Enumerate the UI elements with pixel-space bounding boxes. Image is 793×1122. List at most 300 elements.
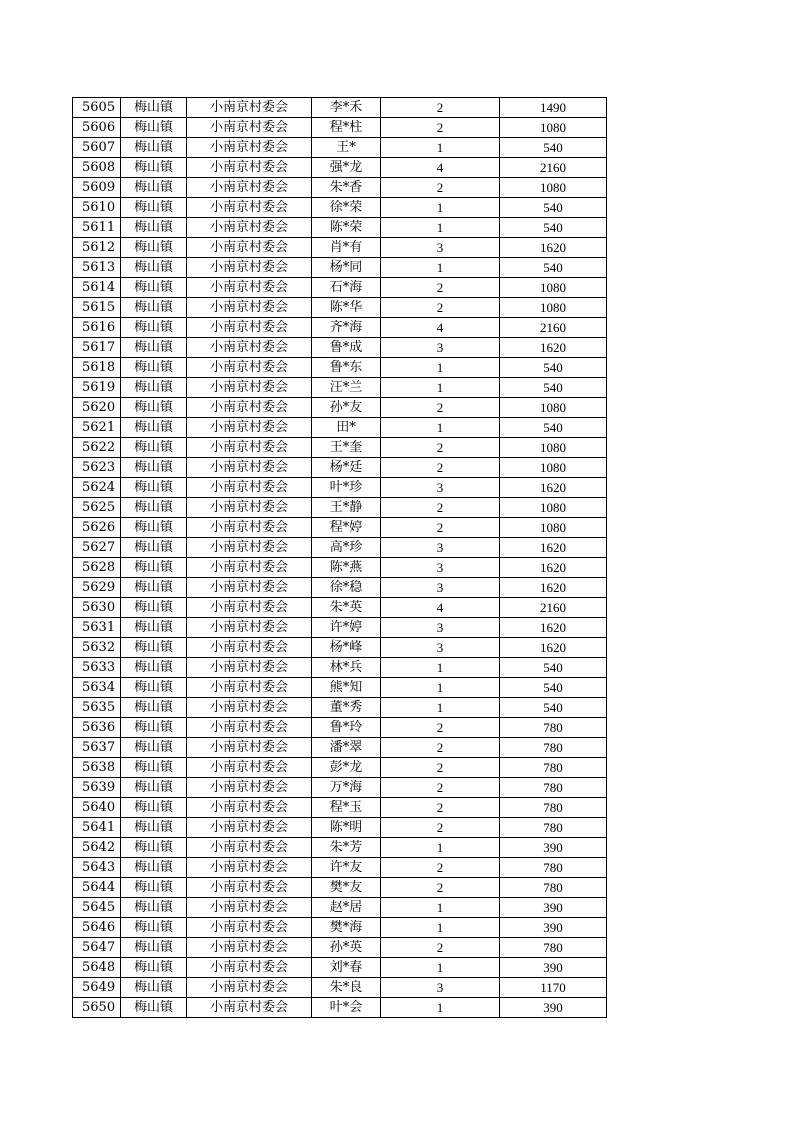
table-row [73, 338, 607, 358]
cell-town: 梅山镇 [121, 718, 187, 738]
table-row [73, 518, 607, 538]
cell-village-committee: 小南京村委会 [187, 758, 312, 778]
cell-town: 梅山镇 [121, 838, 187, 858]
cell-village-committee: 小南京村委会 [187, 738, 312, 758]
cell-serial-number: 5633 [73, 658, 121, 678]
cell-town: 梅山镇 [121, 458, 187, 478]
cell-household-count: 2 [381, 858, 500, 878]
table-row [73, 758, 607, 778]
cell-household-count: 3 [381, 558, 500, 578]
cell-name: 肖*有 [312, 238, 381, 258]
cell-name: 鲁*成 [312, 338, 381, 358]
cell-village-committee: 小南京村委会 [187, 998, 312, 1018]
cell-amount: 1080 [500, 438, 607, 458]
cell-village-committee: 小南京村委会 [187, 718, 312, 738]
cell-town: 梅山镇 [121, 958, 187, 978]
cell-name: 田* [312, 418, 381, 438]
cell-amount: 2160 [500, 318, 607, 338]
cell-household-count: 2 [381, 518, 500, 538]
table-row [73, 458, 607, 478]
cell-name: 赵*居 [312, 898, 381, 918]
cell-household-count: 1 [381, 678, 500, 698]
cell-amount: 1080 [500, 278, 607, 298]
cell-village-committee: 小南京村委会 [187, 478, 312, 498]
table-row [73, 238, 607, 258]
cell-village-committee: 小南京村委会 [187, 398, 312, 418]
cell-amount: 780 [500, 858, 607, 878]
table-row [73, 958, 607, 978]
cell-name: 杨*同 [312, 258, 381, 278]
cell-amount: 540 [500, 358, 607, 378]
cell-village-committee: 小南京村委会 [187, 618, 312, 638]
table-row [73, 138, 607, 158]
cell-serial-number: 5640 [73, 798, 121, 818]
cell-amount: 390 [500, 958, 607, 978]
cell-name: 鲁*东 [312, 358, 381, 378]
table-row [73, 98, 607, 118]
cell-serial-number: 5644 [73, 878, 121, 898]
cell-name: 强*龙 [312, 158, 381, 178]
table-row [73, 418, 607, 438]
cell-name: 万*海 [312, 778, 381, 798]
cell-household-count: 3 [381, 238, 500, 258]
table-row [73, 838, 607, 858]
cell-amount: 540 [500, 678, 607, 698]
cell-village-committee: 小南京村委会 [187, 138, 312, 158]
cell-town: 梅山镇 [121, 638, 187, 658]
cell-name: 朱*香 [312, 178, 381, 198]
cell-serial-number: 5647 [73, 938, 121, 958]
cell-name: 汪*兰 [312, 378, 381, 398]
cell-town: 梅山镇 [121, 998, 187, 1018]
cell-village-committee: 小南京村委会 [187, 858, 312, 878]
cell-town: 梅山镇 [121, 738, 187, 758]
cell-household-count: 2 [381, 398, 500, 418]
cell-serial-number: 5625 [73, 498, 121, 518]
cell-name: 陈*明 [312, 818, 381, 838]
cell-household-count: 2 [381, 778, 500, 798]
cell-village-committee: 小南京村委会 [187, 938, 312, 958]
cell-household-count: 2 [381, 798, 500, 818]
cell-name: 樊*海 [312, 918, 381, 938]
cell-household-count: 1 [381, 358, 500, 378]
cell-serial-number: 5609 [73, 178, 121, 198]
cell-serial-number: 5634 [73, 678, 121, 698]
cell-serial-number: 5610 [73, 198, 121, 218]
cell-amount: 540 [500, 138, 607, 158]
cell-town: 梅山镇 [121, 618, 187, 638]
cell-serial-number: 5642 [73, 838, 121, 858]
cell-name: 叶*会 [312, 998, 381, 1018]
cell-household-count: 1 [381, 218, 500, 238]
cell-serial-number: 5607 [73, 138, 121, 158]
cell-name: 朱*英 [312, 598, 381, 618]
table-row [73, 558, 607, 578]
cell-town: 梅山镇 [121, 278, 187, 298]
cell-town: 梅山镇 [121, 478, 187, 498]
cell-amount: 1080 [500, 518, 607, 538]
cell-village-committee: 小南京村委会 [187, 418, 312, 438]
cell-village-committee: 小南京村委会 [187, 818, 312, 838]
cell-amount: 1080 [500, 178, 607, 198]
cell-amount: 780 [500, 878, 607, 898]
cell-name: 王*奎 [312, 438, 381, 458]
cell-name: 程*婷 [312, 518, 381, 538]
cell-town: 梅山镇 [121, 418, 187, 438]
cell-serial-number: 5605 [73, 98, 121, 118]
cell-village-committee: 小南京村委会 [187, 658, 312, 678]
cell-name: 董*秀 [312, 698, 381, 718]
table-row [73, 218, 607, 238]
cell-serial-number: 5639 [73, 778, 121, 798]
cell-village-committee: 小南京村委会 [187, 638, 312, 658]
cell-name: 齐*海 [312, 318, 381, 338]
cell-name: 徐*荣 [312, 198, 381, 218]
cell-name: 王* [312, 138, 381, 158]
cell-amount: 1620 [500, 338, 607, 358]
cell-amount: 1490 [500, 98, 607, 118]
cell-name: 王*静 [312, 498, 381, 518]
cell-household-count: 1 [381, 418, 500, 438]
cell-amount: 1080 [500, 118, 607, 138]
cell-amount: 1620 [500, 578, 607, 598]
cell-name: 陈*燕 [312, 558, 381, 578]
cell-amount: 540 [500, 658, 607, 678]
cell-amount: 1080 [500, 398, 607, 418]
cell-name: 石*海 [312, 278, 381, 298]
cell-town: 梅山镇 [121, 158, 187, 178]
table-row [73, 438, 607, 458]
cell-household-count: 3 [381, 538, 500, 558]
cell-household-count: 2 [381, 118, 500, 138]
cell-amount: 540 [500, 378, 607, 398]
table-body [73, 98, 607, 1018]
cell-amount: 2160 [500, 158, 607, 178]
table-row [73, 778, 607, 798]
cell-amount: 1620 [500, 538, 607, 558]
cell-amount: 1080 [500, 458, 607, 478]
cell-amount: 390 [500, 998, 607, 1018]
cell-name: 潘*翠 [312, 738, 381, 758]
cell-household-count: 3 [381, 338, 500, 358]
table-row [73, 178, 607, 198]
cell-village-committee: 小南京村委会 [187, 98, 312, 118]
cell-serial-number: 5622 [73, 438, 121, 458]
cell-household-count: 2 [381, 178, 500, 198]
cell-town: 梅山镇 [121, 598, 187, 618]
table-row [73, 638, 607, 658]
cell-name: 樊*友 [312, 878, 381, 898]
table-row [73, 278, 607, 298]
cell-town: 梅山镇 [121, 858, 187, 878]
cell-amount: 390 [500, 918, 607, 938]
cell-household-count: 3 [381, 978, 500, 998]
cell-village-committee: 小南京村委会 [187, 678, 312, 698]
cell-town: 梅山镇 [121, 358, 187, 378]
cell-serial-number: 5637 [73, 738, 121, 758]
cell-amount: 780 [500, 718, 607, 738]
cell-amount: 540 [500, 418, 607, 438]
cell-town: 梅山镇 [121, 378, 187, 398]
cell-serial-number: 5645 [73, 898, 121, 918]
cell-household-count: 2 [381, 278, 500, 298]
cell-name: 高*珍 [312, 538, 381, 558]
cell-household-count: 2 [381, 938, 500, 958]
cell-name: 孙*友 [312, 398, 381, 418]
cell-town: 梅山镇 [121, 878, 187, 898]
table-row [73, 618, 607, 638]
cell-name: 徐*稳 [312, 578, 381, 598]
cell-household-count: 3 [381, 618, 500, 638]
table-row [73, 258, 607, 278]
cell-village-committee: 小南京村委会 [187, 438, 312, 458]
cell-serial-number: 5618 [73, 358, 121, 378]
cell-village-committee: 小南京村委会 [187, 358, 312, 378]
cell-amount: 540 [500, 698, 607, 718]
cell-village-committee: 小南京村委会 [187, 238, 312, 258]
cell-serial-number: 5620 [73, 398, 121, 418]
cell-household-count: 2 [381, 498, 500, 518]
cell-serial-number: 5631 [73, 618, 121, 638]
cell-town: 梅山镇 [121, 978, 187, 998]
table-row [73, 658, 607, 678]
cell-town: 梅山镇 [121, 938, 187, 958]
cell-village-committee: 小南京村委会 [187, 178, 312, 198]
cell-amount: 780 [500, 738, 607, 758]
cell-town: 梅山镇 [121, 118, 187, 138]
cell-amount: 390 [500, 898, 607, 918]
cell-household-count: 1 [381, 258, 500, 278]
cell-village-committee: 小南京村委会 [187, 258, 312, 278]
table-row [73, 938, 607, 958]
cell-household-count: 3 [381, 478, 500, 498]
cell-household-count: 1 [381, 918, 500, 938]
cell-town: 梅山镇 [121, 98, 187, 118]
cell-household-count: 1 [381, 698, 500, 718]
cell-village-committee: 小南京村委会 [187, 458, 312, 478]
table-row [73, 818, 607, 838]
cell-name: 朱*良 [312, 978, 381, 998]
cell-household-count: 4 [381, 158, 500, 178]
cell-village-committee: 小南京村委会 [187, 878, 312, 898]
table-row [73, 798, 607, 818]
cell-amount: 1080 [500, 298, 607, 318]
cell-town: 梅山镇 [121, 538, 187, 558]
cell-amount: 1620 [500, 238, 607, 258]
data-table [72, 97, 607, 1018]
cell-amount: 540 [500, 218, 607, 238]
cell-household-count: 2 [381, 758, 500, 778]
cell-village-committee: 小南京村委会 [187, 558, 312, 578]
cell-town: 梅山镇 [121, 318, 187, 338]
cell-household-count: 1 [381, 958, 500, 978]
cell-name: 许*友 [312, 858, 381, 878]
cell-serial-number: 5611 [73, 218, 121, 238]
cell-town: 梅山镇 [121, 658, 187, 678]
cell-amount: 2160 [500, 598, 607, 618]
cell-town: 梅山镇 [121, 898, 187, 918]
table-row [73, 598, 607, 618]
cell-amount: 540 [500, 258, 607, 278]
cell-village-committee: 小南京村委会 [187, 118, 312, 138]
cell-name: 程*柱 [312, 118, 381, 138]
cell-household-count: 3 [381, 638, 500, 658]
cell-name: 李*禾 [312, 98, 381, 118]
cell-amount: 390 [500, 838, 607, 858]
cell-household-count: 2 [381, 718, 500, 738]
table-row [73, 738, 607, 758]
cell-serial-number: 5616 [73, 318, 121, 338]
table-row [73, 298, 607, 318]
cell-village-committee: 小南京村委会 [187, 378, 312, 398]
cell-town: 梅山镇 [121, 798, 187, 818]
cell-household-count: 2 [381, 818, 500, 838]
cell-household-count: 2 [381, 98, 500, 118]
cell-serial-number: 5619 [73, 378, 121, 398]
cell-serial-number: 5628 [73, 558, 121, 578]
cell-name: 许*婷 [312, 618, 381, 638]
cell-town: 梅山镇 [121, 778, 187, 798]
cell-household-count: 2 [381, 458, 500, 478]
cell-town: 梅山镇 [121, 818, 187, 838]
cell-name: 熊*知 [312, 678, 381, 698]
cell-town: 梅山镇 [121, 678, 187, 698]
table-row [73, 398, 607, 418]
table-row [73, 158, 607, 178]
cell-village-committee: 小南京村委会 [187, 498, 312, 518]
table-row [73, 318, 607, 338]
cell-household-count: 4 [381, 598, 500, 618]
table-row [73, 698, 607, 718]
table-row [73, 538, 607, 558]
cell-name: 鲁*玲 [312, 718, 381, 738]
cell-household-count: 1 [381, 898, 500, 918]
cell-village-committee: 小南京村委会 [187, 198, 312, 218]
cell-household-count: 2 [381, 438, 500, 458]
cell-name: 朱*芳 [312, 838, 381, 858]
cell-serial-number: 5638 [73, 758, 121, 778]
cell-village-committee: 小南京村委会 [187, 338, 312, 358]
cell-town: 梅山镇 [121, 578, 187, 598]
table-row [73, 978, 607, 998]
cell-serial-number: 5630 [73, 598, 121, 618]
cell-household-count: 2 [381, 738, 500, 758]
table-row [73, 678, 607, 698]
cell-name: 陈*华 [312, 298, 381, 318]
cell-amount: 540 [500, 198, 607, 218]
table-row [73, 358, 607, 378]
cell-serial-number: 5650 [73, 998, 121, 1018]
cell-serial-number: 5649 [73, 978, 121, 998]
cell-serial-number: 5612 [73, 238, 121, 258]
cell-town: 梅山镇 [121, 518, 187, 538]
cell-serial-number: 5621 [73, 418, 121, 438]
cell-serial-number: 5613 [73, 258, 121, 278]
cell-amount: 780 [500, 758, 607, 778]
cell-serial-number: 5641 [73, 818, 121, 838]
cell-town: 梅山镇 [121, 198, 187, 218]
cell-town: 梅山镇 [121, 558, 187, 578]
cell-serial-number: 5632 [73, 638, 121, 658]
cell-village-committee: 小南京村委会 [187, 298, 312, 318]
cell-serial-number: 5629 [73, 578, 121, 598]
cell-household-count: 1 [381, 658, 500, 678]
cell-amount: 1620 [500, 558, 607, 578]
cell-town: 梅山镇 [121, 438, 187, 458]
cell-village-committee: 小南京村委会 [187, 578, 312, 598]
cell-household-count: 1 [381, 138, 500, 158]
cell-village-committee: 小南京村委会 [187, 698, 312, 718]
cell-name: 孙*英 [312, 938, 381, 958]
cell-town: 梅山镇 [121, 238, 187, 258]
cell-household-count: 1 [381, 378, 500, 398]
cell-household-count: 1 [381, 198, 500, 218]
cell-name: 程*玉 [312, 798, 381, 818]
cell-village-committee: 小南京村委会 [187, 538, 312, 558]
cell-amount: 1170 [500, 978, 607, 998]
table-row [73, 878, 607, 898]
cell-town: 梅山镇 [121, 138, 187, 158]
cell-village-committee: 小南京村委会 [187, 218, 312, 238]
cell-serial-number: 5615 [73, 298, 121, 318]
table-row [73, 118, 607, 138]
cell-household-count: 3 [381, 578, 500, 598]
cell-amount: 1620 [500, 478, 607, 498]
cell-name: 林*兵 [312, 658, 381, 678]
cell-village-committee: 小南京村委会 [187, 958, 312, 978]
table-row [73, 498, 607, 518]
cell-serial-number: 5636 [73, 718, 121, 738]
cell-amount: 1620 [500, 638, 607, 658]
cell-household-count: 2 [381, 878, 500, 898]
cell-village-committee: 小南京村委会 [187, 158, 312, 178]
cell-serial-number: 5606 [73, 118, 121, 138]
cell-household-count: 2 [381, 298, 500, 318]
cell-serial-number: 5648 [73, 958, 121, 978]
cell-village-committee: 小南京村委会 [187, 838, 312, 858]
cell-serial-number: 5635 [73, 698, 121, 718]
cell-town: 梅山镇 [121, 918, 187, 938]
table-row [73, 858, 607, 878]
cell-town: 梅山镇 [121, 218, 187, 238]
table-row [73, 718, 607, 738]
cell-household-count: 1 [381, 838, 500, 858]
cell-village-committee: 小南京村委会 [187, 318, 312, 338]
cell-serial-number: 5626 [73, 518, 121, 538]
table-row [73, 898, 607, 918]
cell-village-committee: 小南京村委会 [187, 918, 312, 938]
cell-town: 梅山镇 [121, 338, 187, 358]
cell-town: 梅山镇 [121, 258, 187, 278]
cell-serial-number: 5623 [73, 458, 121, 478]
table-row [73, 578, 607, 598]
cell-household-count: 4 [381, 318, 500, 338]
cell-town: 梅山镇 [121, 178, 187, 198]
cell-town: 梅山镇 [121, 398, 187, 418]
cell-town: 梅山镇 [121, 498, 187, 518]
table-row [73, 198, 607, 218]
cell-village-committee: 小南京村委会 [187, 898, 312, 918]
table-row [73, 478, 607, 498]
cell-amount: 1080 [500, 498, 607, 518]
cell-town: 梅山镇 [121, 758, 187, 778]
cell-name: 刘*春 [312, 958, 381, 978]
cell-serial-number: 5608 [73, 158, 121, 178]
cell-town: 梅山镇 [121, 698, 187, 718]
cell-amount: 780 [500, 938, 607, 958]
cell-name: 叶*珍 [312, 478, 381, 498]
cell-village-committee: 小南京村委会 [187, 518, 312, 538]
